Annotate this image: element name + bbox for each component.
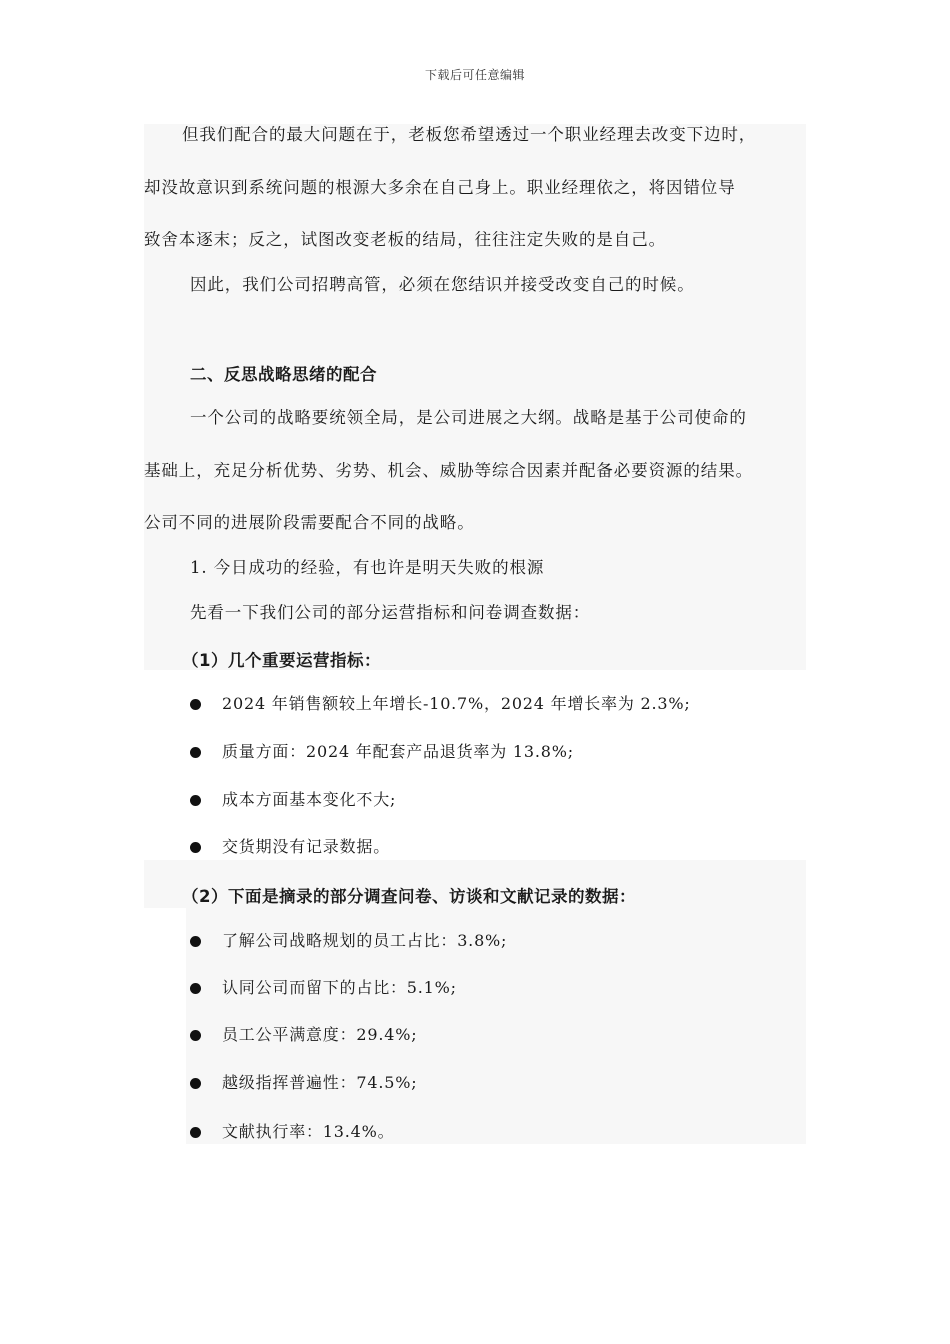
paragraph-line: 致舍本逐末；反之，试图改变老板的结局，往往注定失败的是自己。 (144, 230, 666, 249)
bullet-icon (190, 795, 201, 806)
list-item-text: 2024 年销售额较上年增长-10.7%，2024 年增长率为 2.3%; (222, 694, 691, 713)
paragraph-line: 却没故意识到系统问题的根源大多余在自己身上。职业经理依之，将因错位导 (144, 178, 736, 197)
bullet-icon (190, 936, 201, 947)
shade-block-top (144, 124, 806, 670)
page-header-note: 下载后可任意编辑 (424, 68, 525, 82)
paragraph-line: 但我们配合的最大问题在于，老板您希望透过一个职业经理去改变下边时， (182, 125, 757, 144)
list-item-text: 文献执行率：13.4%。 (222, 1122, 395, 1141)
paragraph-line: 一个公司的战略要统领全局，是公司进展之大纲。战略是基于公司使命的 (190, 408, 747, 427)
section-heading: 二、反思战略思绪的配合 (190, 365, 377, 384)
paragraph-line: 公司不同的进展阶段需要配合不同的战略。 (144, 513, 475, 532)
bullet-icon (190, 1127, 201, 1138)
subheading-survey: （2）下面是摘录的部分调查问卷、访谈和文献记录的数据： (182, 887, 636, 906)
list-item-text: 成本方面基本变化不大; (222, 790, 397, 809)
list-item-text: 员工公平满意度：29.4%; (222, 1025, 418, 1044)
list-item-text: 越级指挥普遍性：74.5%; (222, 1073, 418, 1092)
bullet-icon (190, 1030, 201, 1041)
intro-line: 先看一下我们公司的部分运营指标和问卷调查数据： (190, 603, 591, 622)
paragraph-line: 基础上，充足分析优势、劣势、机会、威胁等综合因素并配备必要资源的结果。 (144, 461, 753, 480)
list-item-text: 认同公司而留下的占比：5.1%; (222, 978, 457, 997)
numbered-item-title: 1. 今日成功的经验，有也许是明天失败的根源 (190, 558, 545, 577)
list-item-text: 了解公司战略规划的员工占比：3.8%; (222, 931, 508, 950)
bullet-icon (190, 747, 201, 758)
subheading-indicators: （1）几个重要运营指标： (182, 651, 381, 670)
bullet-icon (190, 983, 201, 994)
bullet-icon (190, 842, 201, 853)
bullet-icon (190, 1078, 201, 1089)
paragraph-line: 因此，我们公司招聘高管，必须在您结识并接受改变自己的时候。 (190, 275, 695, 294)
list-item-text: 质量方面：2024 年配套产品退货率为 13.8%; (222, 742, 574, 761)
list-item-text: 交货期没有记录数据。 (222, 837, 391, 856)
bullet-icon (190, 699, 201, 710)
